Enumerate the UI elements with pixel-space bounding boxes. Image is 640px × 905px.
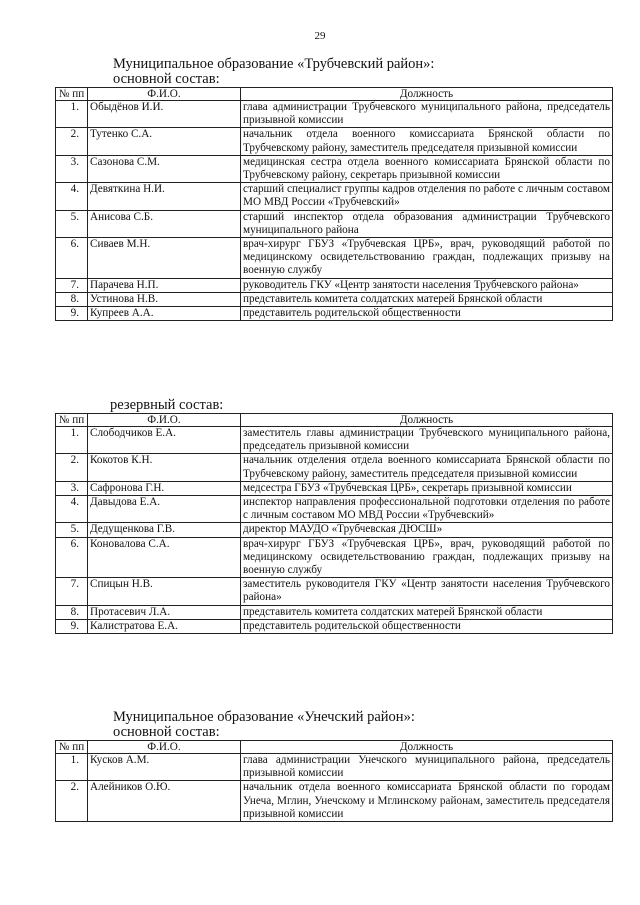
table-row [56,183,613,210]
row-number: 1. [56,101,88,128]
table-header-row [56,741,613,754]
section-title: Муниципальное образование «Унечский район»: [113,709,415,725]
row-number: 7. [56,278,88,292]
row-number: 8. [56,292,88,306]
member-name: Протасевич Л.А. [88,605,241,619]
member-name: Кокотов К.Н. [88,454,241,481]
table-row [56,307,613,321]
row-number: 2. [56,454,88,481]
members-table [55,740,613,822]
table-row [56,537,613,578]
composition-label: основной состав: [113,71,220,87]
header-name: Ф.И.О. [88,741,241,754]
table-row [56,619,613,633]
header-num: № пп [56,414,88,427]
section-trubchevsky [55,57,612,321]
member-position: старший инспектор отдела образования администрации Трубчевского муниципального района [241,210,613,237]
member-position: начальник отделения отдела военного комиссариата Брянской области по Трубчевскому району, заместитель председателя призывной комиссии [241,454,613,481]
member-name: Слободчиков Е.А. [88,427,241,454]
row-number: 2. [56,781,88,822]
header-position: Должность [241,88,613,101]
table-row [56,523,613,537]
member-name: Сиваев М.Н. [88,238,241,279]
member-name: Обыдёнов И.И. [88,101,241,128]
member-position: медицинская сестра отдела военного комиссариата Брянской области по Трубчевскому району, секретарь призывной комиссии [241,155,613,182]
row-number: 6. [56,238,88,279]
member-position: представитель родительской общественности [241,307,613,321]
row-number: 6. [56,537,88,578]
row-number: 1. [56,754,88,781]
member-name: Давыдова Е.А. [88,496,241,523]
table-row [56,210,613,237]
row-number: 9. [56,307,88,321]
table-row [56,238,613,279]
row-number: 5. [56,523,88,537]
member-name: Устинова Н.В. [88,292,241,306]
member-position: медсестра ГБУЗ «Трубчевская ЦРБ», секретарь призывной комиссии [241,481,613,495]
member-position: директор МАУДО «Трубчевская ДЮСШ» [241,523,613,537]
section-trubchevsky-reserve [55,398,612,634]
header-position: Должность [241,741,613,754]
member-position: инспектор направления профессиональной подготовки отделения по работе с личным составом МО МВД России «Трубчевский» [241,496,613,523]
table-row [56,781,613,822]
member-name: Спицын Н.В. [88,578,241,605]
table-row [56,496,613,523]
table-row [56,481,613,495]
table-row [56,278,613,292]
table-row [56,454,613,481]
member-position: представитель комитета солдатских матерей Брянской области [241,605,613,619]
row-number: 3. [56,481,88,495]
member-name: Кусков А.М. [88,754,241,781]
table-row [56,427,613,454]
table-row [56,101,613,128]
table-row [56,128,613,155]
table-row [56,578,613,605]
header-num: № пп [56,88,88,101]
member-position: врач-хирург ГБУЗ «Трубчевская ЦРБ», врач, руководящий работой по медицинскому освидетельствованию граждан, подлежащих призыву на военную службу [241,238,613,279]
table-header-row [56,414,613,427]
member-name: Алейников О.Ю. [88,781,241,822]
row-number: 8. [56,605,88,619]
member-name: Анисова С.Б. [88,210,241,237]
member-position: руководитель ГКУ «Центр занятости населения Трубчевского района» [241,278,613,292]
member-name: Коновалова С.А. [88,537,241,578]
table-header-row [56,88,613,101]
member-position: начальник отдела военного комиссариата Брянской области по Трубчевскому району, заместитель председателя призывной комиссии [241,128,613,155]
member-position: врач-хирург ГБУЗ «Трубчевская ЦРБ», врач, руководящий работой по медицинскому освидетельствованию граждан, подлежащих призыву на военную службу [241,537,613,578]
member-position: заместитель главы администрации Трубчевского муниципального района, председатель призывной комиссии [241,427,613,454]
member-position: начальник отдела военного комиссариата Брянской области по городам Унеча, Мглин, Унечскому и Мглинскому районам, заместитель председателя призывной комиссии [241,781,613,822]
row-number: 1. [56,427,88,454]
row-number: 7. [56,578,88,605]
member-name: Дедущенкова Г.В. [88,523,241,537]
header-position: Должность [241,414,613,427]
member-name: Купреев А.А. [88,307,241,321]
member-name: Девяткина Н.И. [88,183,241,210]
table-row [56,754,613,781]
table-row [56,155,613,182]
header-name: Ф.И.О. [88,414,241,427]
section-title: Муниципальное образование «Трубчевский район»: [113,56,435,72]
row-number: 9. [56,619,88,633]
row-number: 4. [56,496,88,523]
members-table [55,413,613,634]
section-unecha [55,710,612,822]
member-position: представитель комитета солдатских матерей Брянской области [241,292,613,306]
member-name: Калистратова Е.А. [88,619,241,633]
table-row [56,605,613,619]
members-table [55,87,613,321]
row-number: 2. [56,128,88,155]
member-name: Парачева Н.П. [88,278,241,292]
member-name: Сафронова Г.Н. [88,481,241,495]
member-name: Тутенко С.А. [88,128,241,155]
row-number: 5. [56,210,88,237]
row-number: 3. [56,155,88,182]
header-num: № пп [56,741,88,754]
composition-label: резервный состав: [110,397,224,413]
member-position: представитель родительской общественности [241,619,613,633]
page-number: 29 [314,30,326,42]
table-row [56,292,613,306]
member-position: старший специалист группы кадров отделения по работе с личным составом МО МВД России «Трубчевский» [241,183,613,210]
header-name: Ф.И.О. [88,88,241,101]
composition-label: основной состав: [113,724,220,740]
member-position: глава администрации Трубчевского муниципального района, председатель призывной комиссии [241,101,613,128]
member-position: заместитель руководителя ГКУ «Центр занятости населения Трубчевского района» [241,578,613,605]
row-number: 4. [56,183,88,210]
member-name: Сазонова С.М. [88,155,241,182]
member-position: глава администрации Унечского муниципального района, председатель призывной комиссии [241,754,613,781]
